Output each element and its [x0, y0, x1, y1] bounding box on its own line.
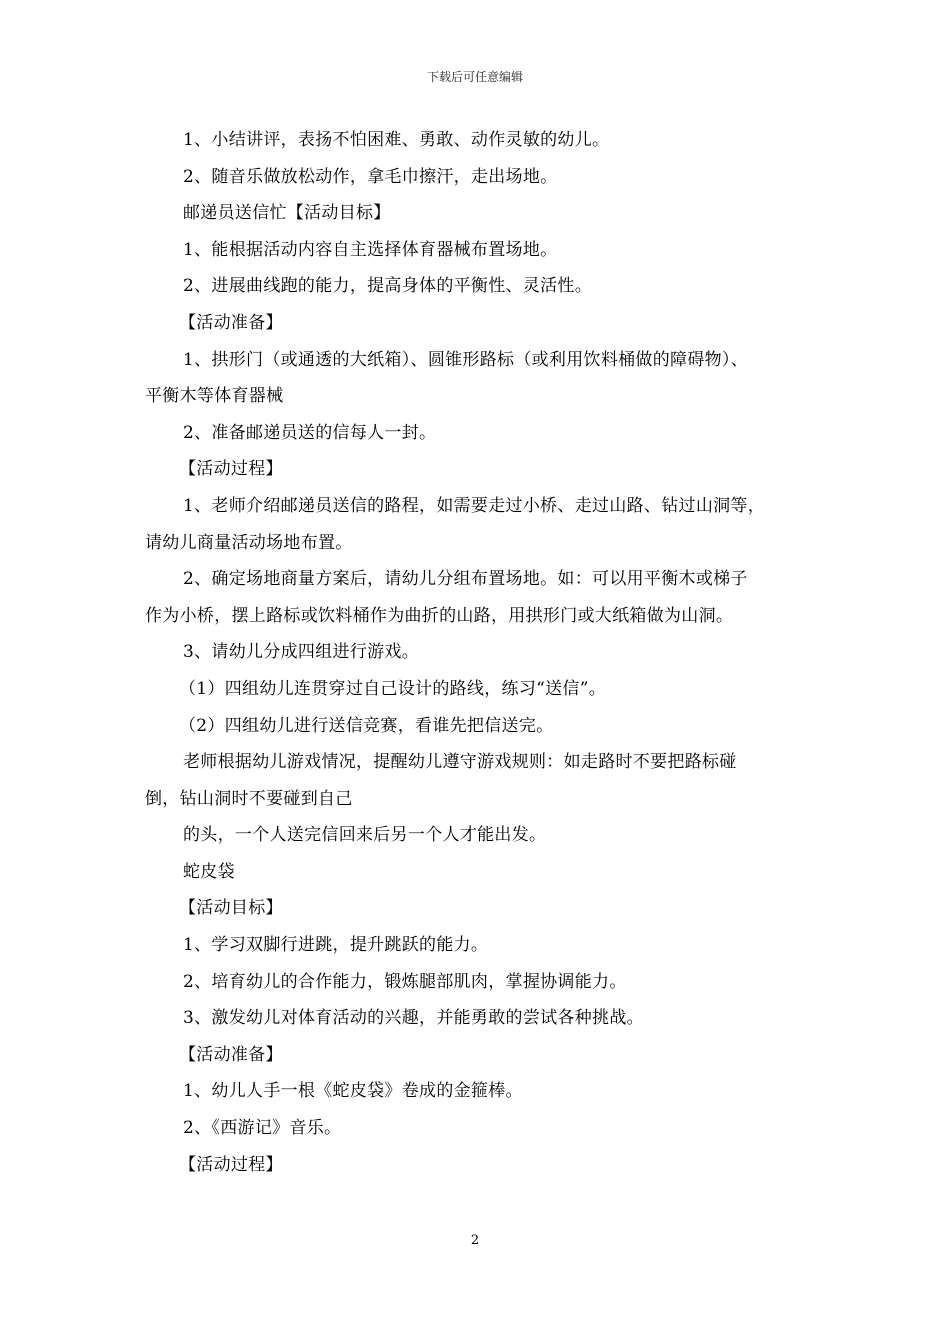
paragraph-line: 1、学习双脚行进跳，提升跳跃的能力。 — [183, 935, 489, 956]
paragraph-line: 2、进展曲线跑的能力，提高身体的平衡性、灵活性。 — [183, 276, 593, 297]
paragraph-line: 2、《西游记》音乐。 — [183, 1118, 342, 1139]
paragraph-line: （1）四组幼儿连贯穿过自己设计的路线，练习“送信”。 — [179, 678, 606, 699]
paragraph-line: 1、幼儿人手一根《蛇皮袋》卷成的金箍棒。 — [183, 1081, 523, 1102]
section-heading: 【活动准备】 — [179, 1044, 283, 1065]
paragraph-line: （2）四组幼儿进行送信竞赛，看谁先把信送完。 — [179, 715, 554, 736]
paragraph-line: 1、小结讲评，表扬不怕困难、勇敢、动作灵敏的幼儿。 — [183, 130, 610, 150]
paragraph-line: 2、准备邮递员送的信每人一封。 — [183, 422, 437, 443]
paragraph-line: 2、培育幼儿的合作能力，锻炼腿部肌肉，掌握协调能力。 — [183, 971, 627, 992]
page-number: 2 — [470, 1233, 480, 1248]
document-body — [145, 122, 825, 1183]
paragraph-line: 1、能根据活动内容自主选择体育器械布置场地。 — [183, 239, 558, 260]
paragraph-line: 请幼儿商量活动场地布置。 — [145, 532, 353, 553]
paragraph-line: 作为小桥，摆上路标或饮料桶作为曲折的山路，用拱形门或大纸箱做为山洞。 — [145, 605, 734, 626]
paragraph-line: 2、确定场地商量方案后，请幼儿分组布置场地。如：可以用平衡木或梯子 — [183, 569, 748, 590]
paragraph-line: 平衡木等体育器械 — [145, 386, 284, 407]
section-heading: 【活动目标】 — [179, 898, 283, 919]
paragraph-line: 3、请幼儿分成四组进行游戏。 — [183, 642, 420, 663]
section-heading: 蛇皮袋 — [183, 861, 235, 882]
paragraph-line: 1、老师介绍邮递员送信的路程，如需要走过小桥、走过山路、钻过山洞等， — [183, 495, 766, 516]
paragraph-line: 2、随音乐做放松动作，拿毛巾擦汗，走出场地。 — [183, 166, 558, 187]
paragraph-line: 老师根据幼儿游戏情况，提醒幼儿遵守游戏规则：如走路时不要把路标碰 — [183, 752, 737, 773]
page-header: 下载后可任意编辑 — [426, 70, 523, 84]
paragraph-line: 倒，钻山洞时不要碰到自己 — [145, 788, 353, 809]
paragraph-line: 3、激发幼儿对体育活动的兴趣，并能勇敢的尝试各种挑战。 — [183, 1008, 644, 1029]
section-heading: 【活动准备】 — [179, 312, 283, 333]
section-heading: 【活动过程】 — [179, 459, 283, 480]
section-heading: 【活动过程】 — [179, 1154, 283, 1175]
paragraph-line: 的头，一个人送完信回来后另一个人才能出发。 — [183, 825, 547, 846]
section-heading: 邮递员送信忙【活动目标】 — [183, 203, 391, 224]
paragraph-line: 1、拱形门（或通透的大纸箱）、圆锥形路标（或利用饮料桶做的障碍物）、 — [183, 349, 749, 370]
